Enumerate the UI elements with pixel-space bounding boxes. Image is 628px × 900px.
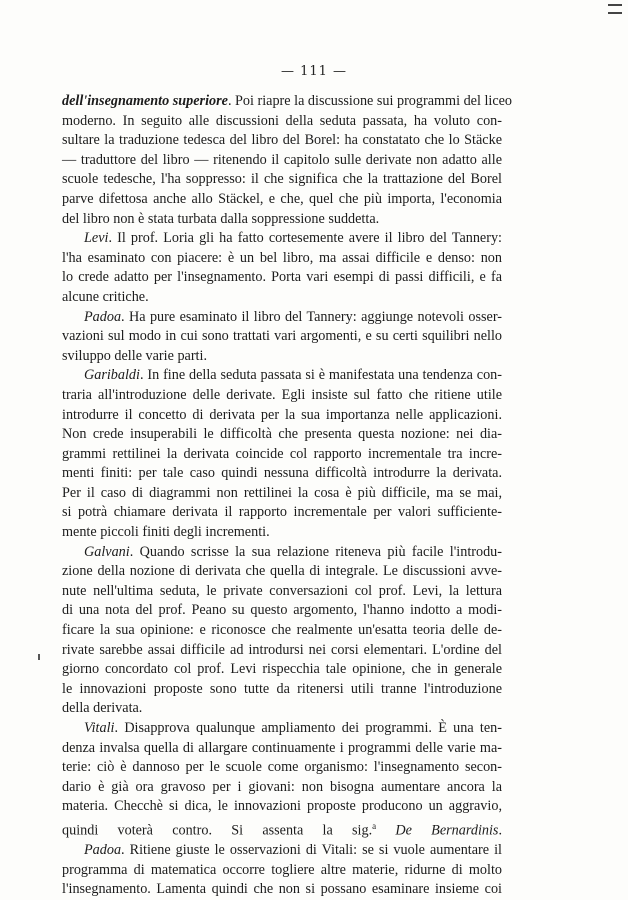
text-segment-italic: Galvani bbox=[84, 543, 130, 560]
text-segment: della derivata. bbox=[62, 700, 143, 717]
text-segment-superscript: a bbox=[372, 820, 377, 831]
text-segment: Per il caso di diagrammi non rettilinei la cosa è più difficile, ma se mai, bbox=[62, 484, 502, 501]
text-segment: . Quando scrisse la sua relazione riteneva più facile l'introdu- bbox=[129, 543, 502, 560]
paragraph bbox=[62, 92, 513, 229]
text-segment: del libro non è stata turbata dalla soppressione suddetta. bbox=[62, 210, 380, 227]
text-line bbox=[62, 151, 502, 171]
text-segment: . Ritiene giuste le osservazioni di Vitali: se si vuole aumentare il bbox=[121, 842, 502, 859]
text-segment: l'insegnamento. Lamenta quindi che non si possano esaminare insieme coi bbox=[62, 881, 502, 898]
text-segment-italic: Vitali bbox=[84, 720, 115, 736]
page-number: — 111 — bbox=[280, 64, 348, 79]
text-segment: — traduttore del libro — ritenendo il capitolo sulle derivate non adatto alle bbox=[62, 151, 502, 168]
text-segment: traria all'introduzione delle derivate. Egli insiste sul fatto che ritiene utile bbox=[62, 386, 502, 403]
text-segment: si potrà chiamare derivata il rapporto incrementale per valori sufficiente- bbox=[62, 504, 502, 521]
text-segment: alcune critiche. bbox=[62, 288, 149, 305]
text-segment: . In fine della seduta passata si è manifestata una tendenza con- bbox=[139, 367, 502, 384]
text-segment: lo crede adatto per l'insegnamento. Porta vari esempi di passi difficili, e fa bbox=[62, 269, 502, 286]
text-segment: zione della nozione di derivata che quella di integrale. Le discussioni avve- bbox=[62, 563, 502, 580]
text-segment: l'ha esaminato con piacere: è un bel libro, ma assai difficile e denso: non bbox=[62, 249, 502, 266]
text-line bbox=[62, 210, 502, 230]
text-line bbox=[62, 366, 502, 386]
text-segment: . Disapprova qualunque ampliamento dei programmi. È una ten- bbox=[114, 720, 502, 736]
text-segment: mente piccoli finiti degli incrementi. bbox=[62, 524, 270, 541]
paragraph bbox=[62, 366, 502, 542]
text-line bbox=[62, 699, 502, 719]
text-segment-italic: Padoa bbox=[84, 308, 122, 325]
paragraph bbox=[62, 543, 502, 719]
text-segment: terie: ciò è dannoso per le scuole come organismo: l'insegnamento secon- bbox=[62, 759, 502, 776]
text-line bbox=[62, 841, 502, 861]
paragraph bbox=[62, 841, 502, 900]
text-line bbox=[62, 112, 502, 132]
text-segment: sultare la traduzione tedesca del libro del Borel: ha constatato che lo Stäcke bbox=[62, 132, 502, 149]
text-line bbox=[62, 229, 502, 249]
text-line bbox=[62, 386, 502, 406]
text-line bbox=[62, 308, 502, 328]
text-line bbox=[62, 758, 502, 778]
text-segment: di una nota del prof. Peano su questo argomento, l'hanno indotto a modi- bbox=[62, 602, 502, 619]
text-line bbox=[62, 660, 502, 680]
text-line bbox=[62, 327, 502, 347]
scan-margin-mark bbox=[38, 654, 40, 660]
text-segment: le innovazioni proposte sono tutte da ritenersi utili tranne l'introduzione bbox=[62, 680, 502, 697]
text-segment: . Il prof. Loria gli ha fatto cortesemente avere il libro del Tannery: bbox=[108, 230, 502, 247]
text-line bbox=[62, 464, 502, 484]
text-line bbox=[62, 445, 502, 465]
text-segment bbox=[376, 823, 395, 839]
text-line bbox=[62, 880, 502, 900]
text-line bbox=[62, 503, 502, 523]
text-segment-italic: Garibaldi bbox=[84, 367, 140, 384]
text-line bbox=[62, 739, 502, 759]
text-line bbox=[62, 288, 502, 308]
text-line bbox=[62, 641, 502, 661]
text-segment: introdurre il concetto di derivata per la sua importanza nelle applicazioni. bbox=[62, 406, 502, 423]
text-segment: . bbox=[498, 822, 502, 839]
text-segment: nute nell'ultima seduta, le private conversazioni col prof. Levi, la lettura bbox=[62, 582, 502, 599]
text-line bbox=[62, 425, 502, 445]
text-segment: vazioni sul modo in cui sono trattati vari argomenti, e su certi squilibri nello bbox=[62, 328, 502, 345]
text-line bbox=[62, 170, 502, 190]
text-line bbox=[62, 268, 502, 288]
text-segment: sviluppo delle varie parti. bbox=[62, 347, 207, 364]
text-line bbox=[62, 131, 502, 151]
text-line bbox=[62, 484, 502, 504]
text-line bbox=[62, 621, 502, 641]
text-segment: scuole tedesche, l'ha soppresso: il che significa che la trattazione del Borel bbox=[62, 171, 502, 188]
text-segment: . Poi riapre la discussione sui programmi del liceo bbox=[227, 93, 513, 109]
text-segment: menti finiti: per tale caso quindi nessuna difficoltà introdurre la derivata. bbox=[62, 465, 502, 482]
text-segment: dario è già ora gravoso per i giovani: non bisogna aumentare ancora la bbox=[62, 778, 502, 795]
text-line bbox=[62, 523, 502, 543]
text-segment: . Ha pure esaminato il libro del Tannery: aggiunge notevoli osser- bbox=[121, 308, 502, 325]
text-segment: ficare la sua opinione: e riconosce che realmente un'esatta teoria delle de- bbox=[62, 622, 502, 639]
text-line bbox=[62, 347, 502, 367]
text-segment: Non crede insuperabili le difficoltà che presenta questa nozione: nei dia- bbox=[62, 426, 502, 443]
text-line bbox=[62, 861, 502, 881]
text-segment-italic: Levi bbox=[84, 230, 109, 247]
text-segment: grammi rettilinei la derivata coincide col rapporto incrementale tra incre- bbox=[62, 445, 502, 462]
text-line bbox=[62, 601, 502, 621]
paragraph bbox=[62, 308, 502, 367]
text-segment: rivate sarebbe assai difficile ad introdursi nei corsi elementari. L'ordine del bbox=[62, 641, 502, 658]
text-line bbox=[62, 719, 502, 739]
text-segment: quindi voterà contro. Si assenta la sig. bbox=[62, 822, 373, 839]
text-line bbox=[62, 190, 502, 210]
text-segment-italic: Padoa bbox=[84, 842, 122, 859]
paragraph bbox=[62, 229, 502, 307]
text-line bbox=[62, 797, 502, 817]
text-segment: parve difettosa anche allo Stäckel, e che, quel che più importa, l'economia bbox=[62, 190, 502, 207]
text-segment: programma di matematica occorre togliere altre materie, ridurne di molto bbox=[62, 861, 502, 878]
text-line bbox=[62, 406, 502, 426]
body-text bbox=[62, 92, 513, 900]
text-line bbox=[62, 543, 502, 563]
text-line bbox=[62, 817, 502, 841]
text-segment: moderno. In seguito alle discussioni della seduta passata, ha voluto con- bbox=[62, 112, 502, 129]
paragraph bbox=[62, 719, 502, 841]
text-line bbox=[62, 92, 513, 112]
text-line bbox=[62, 249, 502, 269]
text-segment: materia. Checchè si dica, le innovazioni proposte producono un aggravio, bbox=[62, 798, 502, 815]
scan-corner-mark bbox=[608, 4, 622, 14]
text-segment: denza invalsa quella di allargare continuamente i programmi delle varie ma- bbox=[62, 739, 502, 756]
text-line bbox=[62, 680, 502, 700]
text-segment: giorno concordato col prof. Levi rispecchia tale opinione, che in generale bbox=[62, 661, 502, 678]
text-line bbox=[62, 562, 502, 582]
text-line bbox=[62, 778, 502, 798]
text-segment-italic: dell'insegnamento superiore bbox=[62, 93, 228, 109]
text-segment-italic: De Bernardinis bbox=[395, 822, 499, 839]
text-line bbox=[62, 582, 502, 602]
